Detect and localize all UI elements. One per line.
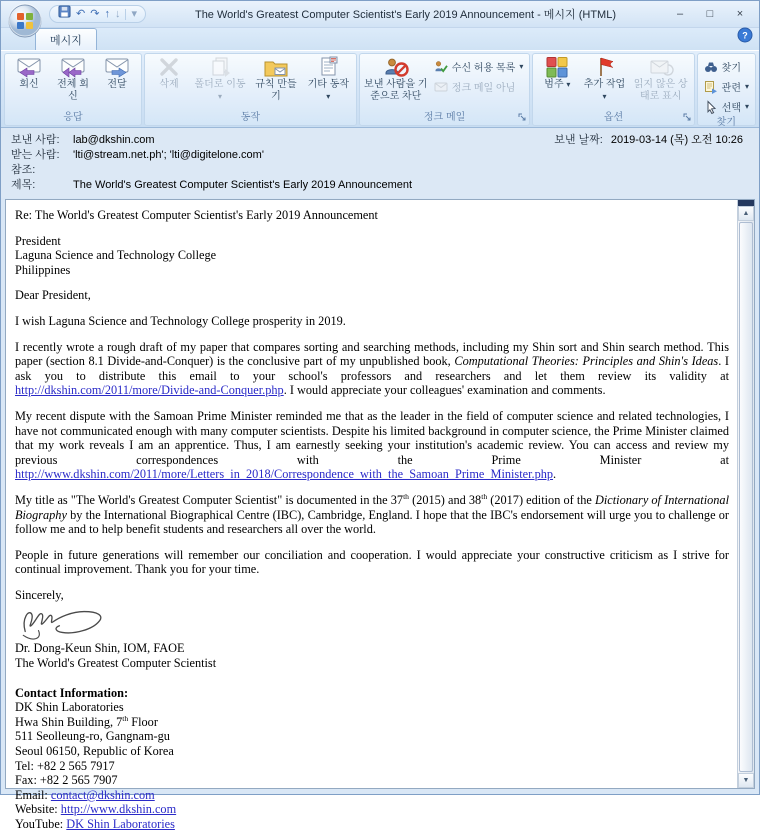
block-sender-label: 보낸 사람을 기준으로 차단 [364, 79, 428, 102]
sent-date-label: 보낸 날짜: [554, 134, 603, 146]
body-text-run: Hwa Shin Building, 7 [15, 714, 123, 729]
scroll-up-button[interactable]: ▲ [738, 206, 754, 221]
maximize-button[interactable]: □ [706, 8, 714, 20]
scrollbar-thumb[interactable] [739, 222, 753, 772]
body-text-run: Floor [128, 714, 158, 729]
previous-item-button[interactable]: ↑ [104, 7, 110, 20]
reply-all-label: 전체 회신 [57, 79, 89, 102]
help-icon [737, 27, 753, 43]
body-text-run: DK Shin Laboratories [15, 700, 124, 715]
to-value: 'lti@stream.net.ph'; 'lti@digitelone.com' [73, 149, 264, 161]
create-rule-label: 규칙 만들기 [255, 79, 297, 102]
move-to-folder-button[interactable] [191, 55, 249, 104]
ribbon-group-actions [144, 53, 357, 126]
group-label-options: 옵션 [533, 111, 693, 125]
body-text-run: . I would appreciate your colleagues' examination and comments. [283, 383, 606, 398]
reply-button[interactable] [7, 55, 51, 92]
not-junk-button[interactable] [430, 78, 528, 95]
block-sender-button[interactable] [362, 55, 430, 104]
message-header [1, 128, 759, 198]
other-actions-button[interactable] [303, 55, 354, 104]
related-button[interactable] [700, 78, 753, 95]
body-paragraph [15, 314, 729, 329]
reply-all-icon [60, 56, 86, 78]
find-binoculars-icon [704, 60, 718, 74]
block-sender-icon [383, 56, 409, 78]
header-row-cc [11, 164, 747, 177]
help-button[interactable] [737, 27, 753, 48]
body-text-run: . I ask you to distribute this email to your school's professors and researchers and let them review its validity at [15, 354, 729, 383]
body-text-run: Dear President, [15, 288, 91, 303]
body-paragraph [15, 588, 729, 603]
body-text-run: Dr. Dong-Keun Shin, IOM, FAOE [15, 641, 185, 656]
minimize-button[interactable]: – [676, 8, 684, 20]
redo-button[interactable]: ↷ [90, 7, 100, 20]
forward-button[interactable] [95, 55, 139, 92]
close-button[interactable]: × [736, 8, 744, 20]
handwritten-signature [17, 603, 117, 641]
ribbon [1, 50, 759, 128]
body-text-run: Philippines [15, 262, 71, 277]
body-text-run: (2015) and 38 [408, 492, 482, 507]
save-icon [58, 5, 71, 18]
flag-icon [592, 56, 618, 78]
quick-access-toolbar [49, 5, 146, 23]
dropdown-caret-icon: ▾ [602, 91, 607, 101]
body-text-run: I recently wrote a rough draft of my paper that compares sorting and searching methods, including my Shin sort and Shin search method. This paper (section 8.1 Divide-and-Conquer) is the conclusive part of my unpublished book, [15, 339, 729, 369]
title-bar [1, 1, 759, 28]
find-label: 찾기 [721, 63, 741, 74]
svg-text:?: ? [742, 30, 748, 41]
email-body [6, 200, 733, 831]
not-junk-label: 정크 메일 아님 [451, 83, 516, 94]
body-paragraph [15, 548, 729, 577]
reply-label: 회신 [19, 79, 39, 90]
body-text-run: 511 Seolleung-ro, Gangnam-gu [15, 729, 170, 744]
body-text-run: My recent dispute with the Samoan Prime Minister reminded me that as the leader in the field of computer science and related technologies, I have not communicated enough with many computer scientists. Despite his limited background in computer science, the Prime Minister claimed that my work reveals I am an apprentice. Thus, I am earnestly seeking your institution's academic review. You can access and review my previous correspondences with the Prime Minister at [15, 408, 729, 467]
body-text-run: . [553, 467, 557, 482]
undo-button[interactable]: ↶ [76, 7, 86, 20]
from-label: 보낸 사람: [11, 134, 60, 146]
body-text-run: by the International Biographical Centre (IBC), Cambridge, England. I hope that the IBC's endorsement will urge you to challenge or follow me and to help benefit students and researchers all over the world. [15, 507, 729, 537]
select-button[interactable] [700, 98, 753, 115]
body-text-run: th [481, 491, 488, 501]
categorize-icon [544, 56, 570, 78]
body-text-run: Email: [15, 787, 51, 802]
reply-icon [16, 56, 42, 78]
group-label-respond: 응답 [63, 112, 83, 123]
safe-lists-label: 수신 허용 목록 [451, 63, 516, 74]
ribbon-group-options [532, 53, 694, 126]
message-body-pane [5, 199, 755, 831]
group-label-junk: 정크 메일 [360, 111, 530, 125]
body-text-run: Contact Information: [15, 685, 129, 700]
scroll-down-button[interactable]: ▼ [738, 773, 754, 788]
other-actions-icon [315, 56, 341, 78]
forward-label: 전달 [107, 79, 127, 90]
office-button[interactable] [7, 3, 43, 39]
delete-button[interactable] [147, 55, 191, 92]
dropdown-caret-icon: ▾ [519, 61, 524, 71]
dropdown-caret-icon: ▾ [744, 81, 749, 91]
to-label: 받는 사람: [11, 149, 60, 161]
header-row-subject [11, 179, 747, 192]
dropdown-caret-icon: ▾ [217, 91, 222, 101]
body-text-run: President [15, 233, 61, 248]
body-paragraph [15, 208, 729, 223]
body-text-run: I wish Laguna Science and Technology College prosperity in 2019. [15, 313, 346, 328]
body-paragraph [15, 340, 729, 398]
body-text-run: Laguna Science and Technology College [15, 248, 217, 263]
move-to-folder-label: 폴더로 이동 ▾ [194, 79, 246, 101]
reply-all-button[interactable] [51, 55, 95, 104]
dropdown-caret-icon: ▾ [326, 91, 331, 101]
create-rule-icon [263, 56, 289, 78]
body-link[interactable]: http://www.dkshin.com [60, 802, 177, 817]
move-to-folder-icon [207, 56, 233, 78]
dropdown-caret-icon: ▾ [744, 101, 749, 111]
body-link[interactable]: contact@dkshin.com [50, 787, 155, 802]
office-logo-icon [7, 3, 43, 39]
body-link[interactable]: http://dkshin.com/2011/more/Divide-and-Conquer.php [15, 383, 284, 398]
dropdown-caret-icon: ▾ [566, 80, 571, 89]
body-text-run: th [403, 491, 409, 501]
create-rule-button[interactable] [249, 55, 303, 104]
tab-message[interactable]: 메시지 [35, 28, 97, 50]
body-text-run: People in future generations will remember our conciliation and cooperation. I would appreciate your constructive criticism as I strive for continual improvement. Thank you for your time. [15, 547, 729, 577]
header-row-to [11, 149, 747, 162]
other-actions-label: 기타 동작 ▾ [307, 79, 350, 101]
customize-qat-button[interactable]: ▾ [125, 9, 137, 20]
forward-icon [104, 56, 130, 78]
safe-lists-icon [434, 60, 448, 74]
body-paragraph [15, 641, 729, 670]
body-paragraph [15, 288, 729, 303]
body-paragraph [15, 409, 729, 482]
safe-lists-button[interactable] [430, 58, 528, 75]
dialog-launcher-icon [518, 113, 527, 122]
body-text-run: YouTube: [15, 817, 67, 831]
categorize-button[interactable] [535, 55, 579, 92]
body-text-run: The World's Greatest Computer Scientist [15, 656, 217, 671]
scrollbar[interactable] [737, 200, 754, 788]
mark-unread-button[interactable] [630, 55, 692, 104]
follow-up-button[interactable] [579, 55, 629, 104]
body-text-run: Sincerely, [15, 587, 64, 602]
body-text-run: Seoul 06150, Republic of Korea [15, 744, 174, 759]
from-value: lab@dkshin.com [73, 134, 155, 146]
delete-label: 삭제 [159, 79, 179, 90]
body-paragraph [15, 493, 729, 537]
body-text-run: (2017) edition of the [487, 492, 595, 507]
mark-unread-label: 읽지 않은 상태로 표시 [633, 79, 688, 102]
window-controls [665, 5, 755, 23]
categorize-label: 범주 ▾ [544, 79, 571, 90]
body-text-run: Fax: +82 2 565 7907 [15, 773, 118, 788]
body-text-run: Dictionary of International Biography [15, 492, 729, 522]
body-link[interactable]: http://www.dkshin.com/2011/more/Letters_in_2018/Correspondence_with_the_Samoan_Prime_Minister.php [15, 467, 554, 482]
subject-label: 제목: [11, 179, 36, 191]
body-text-run: Computational Theories: Principles and Shin's Ideas [454, 354, 719, 369]
related-icon [704, 80, 718, 94]
body-text-run: Website: [15, 802, 61, 817]
body-text-run: Tel: +82 2 565 7917 [15, 758, 115, 773]
sent-date-value: 2019-03-14 (목) 오전 10:26 [610, 134, 743, 146]
find-button[interactable] [700, 58, 753, 75]
body-paragraph [15, 234, 729, 278]
ribbon-group-respond [4, 53, 142, 126]
follow-up-label: 추가 작업 ▾ [583, 79, 626, 101]
ribbon-group-find [697, 53, 756, 126]
ribbon-tab-row [1, 28, 759, 50]
next-item-button[interactable]: ↓ [114, 7, 121, 20]
email-body-top [15, 208, 729, 602]
ribbon-group-junk [359, 53, 531, 126]
junk-dialog-launcher[interactable] [518, 113, 527, 127]
select-cursor-icon [704, 100, 718, 114]
dialog-launcher-icon [683, 113, 692, 122]
body-paragraph [15, 686, 729, 832]
related-label: 관련 [721, 83, 741, 94]
options-dialog-launcher[interactable] [683, 113, 692, 127]
mark-unread-icon [648, 56, 674, 78]
save-button[interactable] [58, 5, 71, 23]
email-body-bottom [15, 641, 729, 831]
cc-label: 참조: [11, 164, 36, 176]
group-label-find: 찾기 [716, 117, 736, 128]
window-title: The World's Greatest Computer Scientist's Early 2019 Announcement - 메시지 (HTML) [194, 9, 616, 21]
delete-icon [156, 56, 182, 78]
select-label: 선택 [721, 103, 741, 114]
not-junk-icon [434, 80, 448, 94]
body-link[interactable]: DK Shin Laboratories [66, 817, 175, 831]
subject-value: The World's Greatest Computer Scientist's Early 2019 Announcement [73, 179, 413, 191]
group-label-actions: 동작 [240, 112, 261, 123]
body-text-run: Re: The World's Greatest Computer Scientist's Early 2019 Announcement [15, 208, 378, 222]
body-text-run: My title as "The World's Greatest Computer Scientist" is documented in the 37 [15, 492, 404, 507]
body-text-run: th [122, 713, 129, 723]
header-row-date [554, 134, 743, 147]
